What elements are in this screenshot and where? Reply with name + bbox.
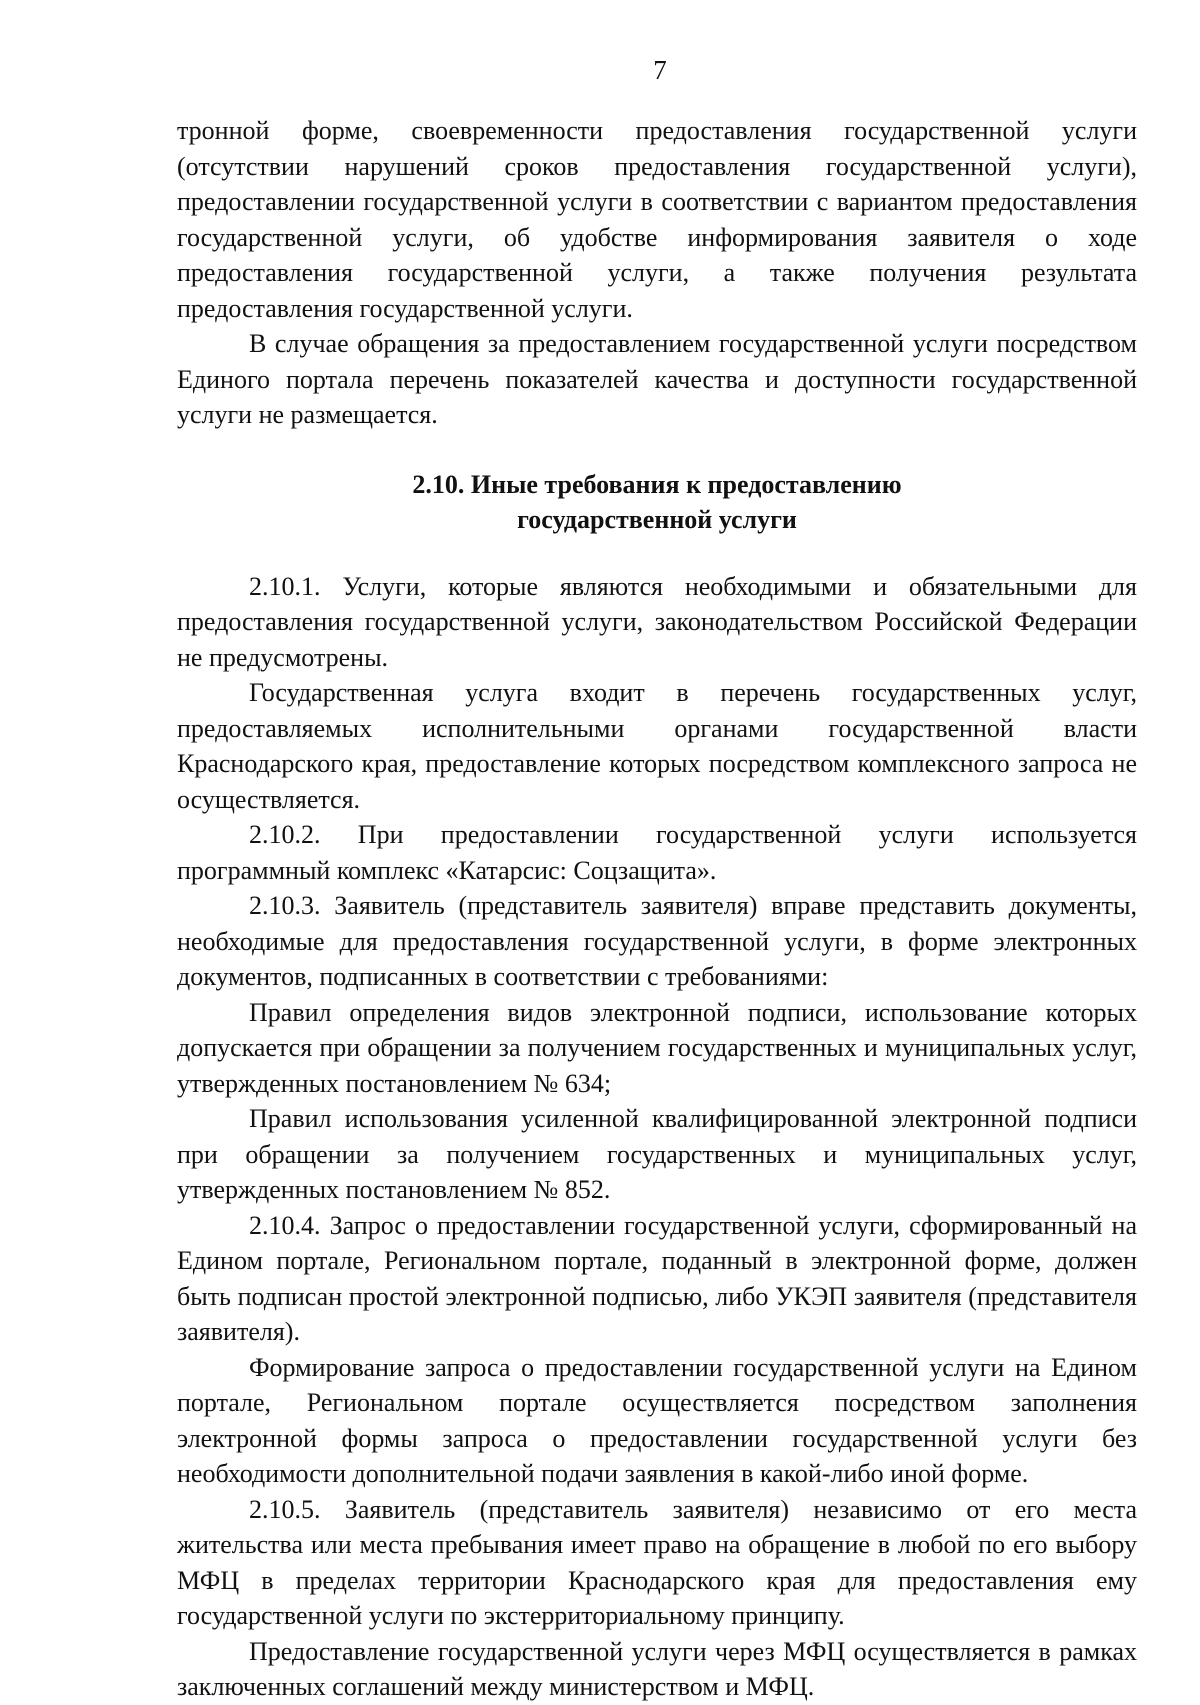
paragraph: 2.10.3. Заявитель (представитель заявителя) вправе представить документы, необходимые для предоставления государственной услуги, в форме электронных документов, подписанных в соответствии с требованиями: <box>177 891 1137 991</box>
paragraph: В случае обращения за предоставлением государственной услуги посредством Единого портала перечень показателей качества и доступности государственной услуги не размещается. <box>177 329 1137 429</box>
paragraph: Правил использования усиленной квалифицированной электронной подписи при обращении за получением государственных и муниципальных услуг, утвержденных постановлением № 852. <box>177 1104 1137 1204</box>
paragraph-continuation: тронной форме, своевременности предоставления государственной услуги (отсутствии нарушений сроков предоставления государственной услуги), предоставлении государственной услуги в соответствии с вариантом предоставления государственной услуги, об удобстве информирования заявителя о ходе предоставления государственной услуги, а также получения результата предоставления государственной услуги. <box>177 116 1137 323</box>
paragraph: 2.10.5. Заявитель (представитель заявителя) независимо от его места жительства или места пребывания имеет право на обращение в любой по его выбору МФЦ в пределах территории Краснодарского края для предоставления ему государственной услуги по экстерриториальному принципу. <box>177 1494 1137 1630</box>
document-body <box>177 113 1137 1705</box>
section-heading <box>177 467 1137 537</box>
paragraph: 2.10.2. При предоставлении государственной услуги используется программный комплекс «Катарсис: Соцзащита». <box>177 820 1137 885</box>
section-heading-line: государственной услуги <box>517 504 797 534</box>
paragraph: Предоставление государственной услуги через МФЦ осуществляется в рамках заключенных соглашений между министерством и МФЦ. <box>177 1636 1137 1701</box>
paragraph: Государственная услуга входит в перечень государственных услуг, предоставляемых исполнительными органами государственной власти Краснодарского края, предоставление которых посредством комплексного запроса не осуществляется. <box>177 678 1137 814</box>
paragraph: 2.10.4. Запрос о предоставлении государственной услуги, сформированный на Едином портале, Региональном портале, поданный в электронной форме, должен быть подписан простой электронной подписью, либо УКЭП заявителя (представителя заявителя). <box>177 1210 1137 1346</box>
paragraph: Формирование запроса о предоставлении государственной услуги на Едином портале, Региональном портале осуществляется посредством заполнения электронной формы запроса о предоставлении государственной услуги без необходимости дополнительной подачи заявления в какой-либо иной форме. <box>177 1352 1137 1488</box>
section-heading-line: 2.10. Иные требования к предоставлению <box>412 469 902 499</box>
paragraph: Правил определения видов электронной подписи, использование которых допускается при обращении за получением государственных и муниципальных услуг, утвержденных постановлением № 634; <box>177 997 1137 1098</box>
paragraph: 2.10.1. Услуги, которые являются необходимыми и обязательными для предоставления государственной услуги, законодательством Российской Федерации не предусмотрены. <box>177 571 1137 672</box>
page-number: 7 <box>653 55 667 85</box>
